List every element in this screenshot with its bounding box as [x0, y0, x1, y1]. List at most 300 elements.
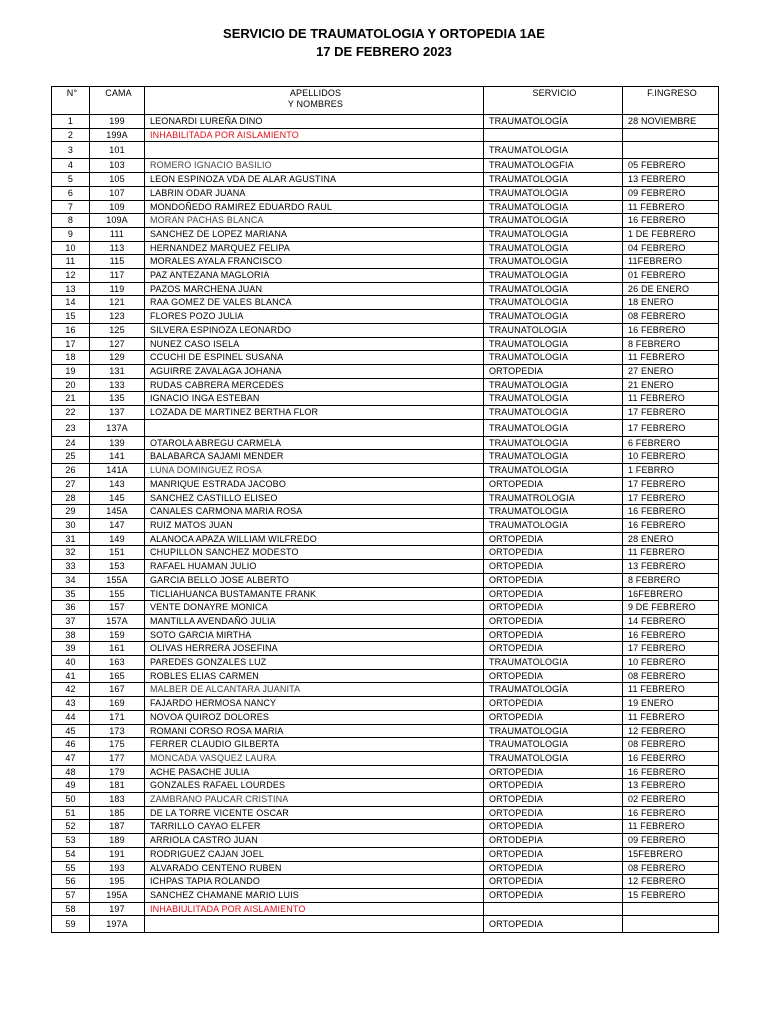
cell-name: LEON ESPINOZA VDA DE ALAR AGUSTINA [145, 173, 484, 187]
patient-table [51, 86, 719, 933]
cell-admission: 27 ENERO [623, 364, 719, 378]
cell-name: ALVARADO CENTENO RUBEN [145, 861, 484, 875]
cell-bed: 139 [90, 436, 145, 450]
cell-bed: 141 [90, 450, 145, 464]
cell-num: 35 [52, 587, 90, 601]
cell-name: OTAROLA ABREGU CARMELA [145, 436, 484, 450]
cell-bed: 125 [90, 323, 145, 337]
table-row [52, 128, 719, 142]
cell-name: ROMERO IGNACIO BASILIO [145, 159, 484, 173]
cell-service: TRAUMATOLOGIA [484, 518, 623, 532]
table-body [52, 115, 719, 933]
table-row [52, 436, 719, 450]
table-row [52, 464, 719, 478]
page-title: SERVICIO DE TRAUMATOLOGIA Y ORTOPEDIA 1AE [223, 26, 545, 41]
cell-admission: 02 FEBRERO [623, 793, 719, 807]
cell-name: BALABARCA SAJAMI MENDER [145, 450, 484, 464]
cell-service: TRAUMATOLOGIA [484, 255, 623, 269]
cell-bed: 147 [90, 518, 145, 532]
cell-admission: 16 FEBRERO [623, 518, 719, 532]
table-row [52, 337, 719, 351]
cell-bed: 167 [90, 683, 145, 697]
cell-admission: 28 ENERO [623, 532, 719, 546]
cell-admission: 11 FEBRERO [623, 710, 719, 724]
cell-bed: 199 [90, 115, 145, 129]
cell-service: TRAUMATOLOGIA [484, 296, 623, 310]
cell-admission: 17 FEBRERO [623, 406, 719, 420]
cell-service: TRAUMATOLOGIA [484, 738, 623, 752]
cell-num: 37 [52, 614, 90, 628]
cell-num: 16 [52, 323, 90, 337]
cell-num: 13 [52, 282, 90, 296]
cell-num: 32 [52, 546, 90, 560]
cell-service [484, 902, 623, 916]
cell-service: ORTOPEDIA [484, 669, 623, 683]
cell-num: 6 [52, 186, 90, 200]
cell-service: TRAUMATOLOGIA [484, 282, 623, 296]
table-row [52, 142, 719, 159]
table-row [52, 779, 719, 793]
cell-admission [623, 902, 719, 916]
table-row [52, 518, 719, 532]
cell-bed: 163 [90, 656, 145, 670]
cell-num: 28 [52, 491, 90, 505]
table-row [52, 477, 719, 491]
table-row [52, 669, 719, 683]
cell-bed: 187 [90, 820, 145, 834]
cell-num: 30 [52, 518, 90, 532]
cell-admission: 13 FEBRERO [623, 173, 719, 187]
cell-admission: 09 FEBRERO [623, 834, 719, 848]
cell-admission [623, 916, 719, 933]
cell-bed: 149 [90, 532, 145, 546]
cell-admission: 11 FEBRERO [623, 683, 719, 697]
cell-name: ALANOCA APAZA WILLIAM WILFREDO [145, 532, 484, 546]
cell-admission: 17 FEBRERO [623, 477, 719, 491]
cell-admission: 16 FEBRERO [623, 214, 719, 228]
cell-num: 43 [52, 697, 90, 711]
cell-name: FERRER CLAUDIO GILBERTA [145, 738, 484, 752]
cell-num: 10 [52, 241, 90, 255]
table-row [52, 450, 719, 464]
cell-name: ROBLES ELIAS CARMEN [145, 669, 484, 683]
cell-num: 55 [52, 861, 90, 875]
cell-bed: 155A [90, 573, 145, 587]
cell-admission: 10 FEBRERO [623, 656, 719, 670]
cell-service: ORTOPEDIA [484, 477, 623, 491]
cell-name: ARRIOLA CASTRO JUAN [145, 834, 484, 848]
column-header-admission: F.INGRESO [623, 87, 719, 115]
cell-bed: 119 [90, 282, 145, 296]
cell-num: 33 [52, 560, 90, 574]
cell-service: ORTOPEDIA [484, 601, 623, 615]
table-row [52, 323, 719, 337]
cell-service: ORTOPEDIA [484, 614, 623, 628]
cell-bed: 173 [90, 724, 145, 738]
cell-num: 47 [52, 751, 90, 765]
cell-name: VENTE DONAYRE MONICA [145, 601, 484, 615]
cell-bed: 121 [90, 296, 145, 310]
cell-admission: 16FEBRERO [623, 587, 719, 601]
cell-num: 4 [52, 159, 90, 173]
cell-num: 42 [52, 683, 90, 697]
cell-admission: 18 ENERO [623, 296, 719, 310]
cell-admission: 08 FEBRERO [623, 861, 719, 875]
table-row [52, 310, 719, 324]
cell-service: TRAUMATOLOGIA [484, 656, 623, 670]
cell-name: ACHE PASACHE JULIA [145, 765, 484, 779]
cell-admission: 09 FEBRERO [623, 186, 719, 200]
cell-bed: 197A [90, 916, 145, 933]
cell-num: 27 [52, 477, 90, 491]
column-header-service: SERVICIO [484, 87, 623, 115]
cell-name: MORAN PACHAS BLANCA [145, 214, 484, 228]
table-row [52, 751, 719, 765]
cell-name: NOVOA QUIROZ DOLORES [145, 710, 484, 724]
cell-num: 19 [52, 364, 90, 378]
table-row [52, 364, 719, 378]
cell-name: AGUIRRE ZAVALAGA JOHANA [145, 364, 484, 378]
cell-service: TRAUMATOLOGIA [484, 310, 623, 324]
cell-bed: 181 [90, 779, 145, 793]
cell-bed: 115 [90, 255, 145, 269]
table-row [52, 532, 719, 546]
cell-bed: 157 [90, 601, 145, 615]
table-row [52, 351, 719, 365]
cell-num: 5 [52, 173, 90, 187]
table-row [52, 173, 719, 187]
table-row [52, 159, 719, 173]
cell-bed: 159 [90, 628, 145, 642]
cell-admission: 12 FEBRERO [623, 724, 719, 738]
cell-service: TRAUMATOLOGIA [484, 505, 623, 519]
cell-name: INHABILITADA POR AISLAMIENTO [145, 128, 484, 142]
table-row [52, 587, 719, 601]
column-header-name-line1: APELLIDOS [289, 88, 342, 98]
cell-bed: 111 [90, 227, 145, 241]
table-row [52, 491, 719, 505]
cell-admission: 10 FEBRERO [623, 450, 719, 464]
cell-bed: 195A [90, 888, 145, 902]
cell-num: 58 [52, 902, 90, 916]
cell-name: RAA GOMEZ DE VALES BLANCA [145, 296, 484, 310]
table-row [52, 916, 719, 933]
cell-num: 54 [52, 847, 90, 861]
cell-name: SANCHEZ CHAMANE MARIO LUIS [145, 888, 484, 902]
cell-service: ORTOPEDIA [484, 793, 623, 807]
cell-num: 51 [52, 806, 90, 820]
cell-admission: 05 FEBRERO [623, 159, 719, 173]
cell-admission: 11 FEBRERO [623, 392, 719, 406]
cell-name: TICLIAHUANCA BUSTAMANTE FRANK [145, 587, 484, 601]
cell-bed: 117 [90, 269, 145, 283]
cell-bed: 135 [90, 392, 145, 406]
cell-name: PAZOS MARCHENA JUAN [145, 282, 484, 296]
cell-admission: 11 FEBRERO [623, 820, 719, 834]
column-header-bed: CAMA [90, 87, 145, 115]
cell-admission: 8 FEBRERO [623, 573, 719, 587]
cell-bed: 189 [90, 834, 145, 848]
cell-num: 57 [52, 888, 90, 902]
cell-service: ORTOPEDIA [484, 697, 623, 711]
cell-bed: 171 [90, 710, 145, 724]
cell-service: ORTOPEDIA [484, 546, 623, 560]
cell-admission: 14 FEBRERO [623, 614, 719, 628]
table-row [52, 683, 719, 697]
table-row [52, 392, 719, 406]
cell-name: LEONARDI LUREÑA DINO [145, 115, 484, 129]
table-row [52, 806, 719, 820]
cell-admission: 13 FEBRERO [623, 560, 719, 574]
cell-bed: 197 [90, 902, 145, 916]
cell-admission: 17 FEBRERO [623, 491, 719, 505]
table-row [52, 186, 719, 200]
cell-num: 53 [52, 834, 90, 848]
cell-service: TRAUMATOLOGIA [484, 241, 623, 255]
cell-service: TRAUMATOLOGIA [484, 200, 623, 214]
cell-name: MONDOÑEDO RAMIREZ EDUARDO RAUL [145, 200, 484, 214]
cell-service: TRAUMATOLOGIA [484, 214, 623, 228]
cell-service: ORTOPEDIA [484, 847, 623, 861]
cell-admission: 04 FEBRERO [623, 241, 719, 255]
cell-admission: 16 FEBRERO [623, 323, 719, 337]
cell-service: ORTOPEDIA [484, 820, 623, 834]
table-row [52, 378, 719, 392]
cell-num: 8 [52, 214, 90, 228]
cell-name: DE LA TORRE VICENTE OSCAR [145, 806, 484, 820]
cell-service: TRAUMATOLOGIA [484, 378, 623, 392]
cell-bed: 165 [90, 669, 145, 683]
cell-name: LABRIN ODAR JUANA [145, 186, 484, 200]
cell-service: ORTODEPIA [484, 834, 623, 848]
cell-name: RUDAS CABRERA MERCEDES [145, 378, 484, 392]
cell-admission: 11FEBRERO [623, 255, 719, 269]
cell-bed: 199A [90, 128, 145, 142]
cell-bed: 183 [90, 793, 145, 807]
cell-admission: 08 FEBRERO [623, 310, 719, 324]
cell-name [145, 142, 484, 159]
cell-num: 52 [52, 820, 90, 834]
cell-name [145, 916, 484, 933]
cell-admission: 16 FEBERRO [623, 751, 719, 765]
cell-bed: 107 [90, 186, 145, 200]
cell-num: 14 [52, 296, 90, 310]
cell-num: 41 [52, 669, 90, 683]
cell-admission: 1 FEBRRO [623, 464, 719, 478]
cell-num: 46 [52, 738, 90, 752]
cell-admission: 12 FEBRERO [623, 875, 719, 889]
table-row [52, 820, 719, 834]
column-header-name-line2: Y NOMBRES [287, 99, 344, 109]
cell-bed: 161 [90, 642, 145, 656]
cell-name: TARRILLO CAYAO ELFER [145, 820, 484, 834]
cell-admission: 16 FEBRERO [623, 505, 719, 519]
cell-bed: 157A [90, 614, 145, 628]
cell-admission [623, 142, 719, 159]
cell-bed: 103 [90, 159, 145, 173]
table-row [52, 255, 719, 269]
cell-num: 44 [52, 710, 90, 724]
cell-admission: 13 FEBRERO [623, 779, 719, 793]
cell-admission: 11 FEBRERO [623, 351, 719, 365]
cell-num: 7 [52, 200, 90, 214]
table-row [52, 296, 719, 310]
table-row [52, 573, 719, 587]
cell-service: TRAUMATOLOGIA [484, 406, 623, 420]
cell-name [145, 419, 484, 436]
cell-admission: 17 FEBRERO [623, 642, 719, 656]
cell-service [484, 128, 623, 142]
cell-name: MANTILLA AVENDAÑO JULIA [145, 614, 484, 628]
cell-num: 20 [52, 378, 90, 392]
cell-num: 45 [52, 724, 90, 738]
table-row [52, 546, 719, 560]
cell-name: SANCHEZ DE LOPEZ MARIANA [145, 227, 484, 241]
cell-service: TRAUMATOLOGIA [484, 464, 623, 478]
cell-bed: 131 [90, 364, 145, 378]
cell-service: TRAUMATOLOGIA [484, 142, 623, 159]
cell-admission: 16 FEBRERO [623, 628, 719, 642]
cell-bed: 137A [90, 419, 145, 436]
cell-name: INHABIULITADA POR AISLAMIENTO [145, 902, 484, 916]
cell-name: MONCADA VASQUEZ LAURA [145, 751, 484, 765]
cell-name: MALBER DE ALCANTARA JUANITA [145, 683, 484, 697]
cell-service: ORTOPEDIA [484, 875, 623, 889]
table-row [52, 888, 719, 902]
cell-bed: 145A [90, 505, 145, 519]
cell-num: 40 [52, 656, 90, 670]
cell-bed: 191 [90, 847, 145, 861]
cell-num: 36 [52, 601, 90, 615]
cell-admission [623, 128, 719, 142]
cell-admission: 9 DE FEBRERO [623, 601, 719, 615]
cell-num: 2 [52, 128, 90, 142]
cell-name: GONZALES RAFAEL LOURDES [145, 779, 484, 793]
cell-name: SOTO GARCIA MIRTHA [145, 628, 484, 642]
table-row [52, 601, 719, 615]
cell-admission: 17 FEBRERO [623, 419, 719, 436]
cell-bed: 113 [90, 241, 145, 255]
table-row [52, 697, 719, 711]
cell-num: 56 [52, 875, 90, 889]
cell-service: TRAUMATOLOGÍA [484, 115, 623, 129]
cell-service: TRAUMATOLOGIA [484, 186, 623, 200]
cell-name: ICHPAS TAPIA ROLANDO [145, 875, 484, 889]
cell-num: 31 [52, 532, 90, 546]
cell-num: 21 [52, 392, 90, 406]
cell-num: 49 [52, 779, 90, 793]
cell-service: TRAUMATOLOGIA [484, 392, 623, 406]
table-row [52, 656, 719, 670]
cell-service: TRAUNATOLOGIA [484, 323, 623, 337]
cell-service: TRAUMATOLOGÍA [484, 683, 623, 697]
table-row [52, 406, 719, 420]
cell-num: 39 [52, 642, 90, 656]
cell-service: TRAUMATOLOGIA [484, 436, 623, 450]
cell-bed: 193 [90, 861, 145, 875]
table-row [52, 200, 719, 214]
cell-name: MANRIQUE ESTRADA JACOBO [145, 477, 484, 491]
cell-service: ORTOPEDIA [484, 916, 623, 933]
cell-service: ORTOPEDIA [484, 861, 623, 875]
cell-service: ORTOPEDIA [484, 560, 623, 574]
cell-bed: 155 [90, 587, 145, 601]
cell-admission: 16 FEBRERO [623, 806, 719, 820]
cell-name: ZAMBRANO PAUCAR CRISTINA [145, 793, 484, 807]
cell-service: TRAUMATOLOGIA [484, 173, 623, 187]
cell-name: PAREDES GONZALES LUZ [145, 656, 484, 670]
cell-name: MORALES AYALA FRANCISCO [145, 255, 484, 269]
cell-num: 34 [52, 573, 90, 587]
cell-service: ORTOPEDIA [484, 806, 623, 820]
cell-num: 15 [52, 310, 90, 324]
cell-bed: 185 [90, 806, 145, 820]
cell-bed: 169 [90, 697, 145, 711]
cell-service: ORTOPEDIA [484, 642, 623, 656]
cell-bed: 145 [90, 491, 145, 505]
cell-name: LUNA DOMINGUEZ ROSA [145, 464, 484, 478]
table-row [52, 875, 719, 889]
cell-admission: 08 FEBRERO [623, 738, 719, 752]
cell-name: FLORES POZO JULIA [145, 310, 484, 324]
cell-name: RUIZ MATOS JUAN [145, 518, 484, 532]
cell-bed: 133 [90, 378, 145, 392]
cell-name: CCUCHI DE ESPINEL SUSANA [145, 351, 484, 365]
cell-admission: 28 NOVIEMBRE [623, 115, 719, 129]
table-row [52, 847, 719, 861]
cell-name: FAJARDO HERMOSA NANCY [145, 697, 484, 711]
cell-bed: 129 [90, 351, 145, 365]
table-row [52, 793, 719, 807]
cell-admission: 15 FEBRERO [623, 888, 719, 902]
cell-admission: 11 FEBRERO [623, 200, 719, 214]
cell-bed: 123 [90, 310, 145, 324]
cell-name: HERNANDEZ MARQUEZ FELIPA [145, 241, 484, 255]
cell-bed: 127 [90, 337, 145, 351]
cell-name: GARCIA BELLO JOSE ALBERTO [145, 573, 484, 587]
cell-bed: 153 [90, 560, 145, 574]
table-row [52, 642, 719, 656]
cell-bed: 195 [90, 875, 145, 889]
cell-name: NUNEZ CASO ISELA [145, 337, 484, 351]
cell-num: 25 [52, 450, 90, 464]
table-row [52, 861, 719, 875]
cell-num: 1 [52, 115, 90, 129]
table-row [52, 282, 719, 296]
cell-service: ORTOPEDIA [484, 532, 623, 546]
cell-num: 24 [52, 436, 90, 450]
table-row [52, 710, 719, 724]
cell-service: TRAUMATOLOGFIA [484, 159, 623, 173]
cell-num: 59 [52, 916, 90, 933]
cell-admission: 6 FEBRERO [623, 436, 719, 450]
cell-admission: 11 FEBRERO [623, 546, 719, 560]
cell-admission: 26 DE ENERO [623, 282, 719, 296]
cell-bed: 179 [90, 765, 145, 779]
cell-name: IGNACIO INGA ESTEBAN [145, 392, 484, 406]
table-row [52, 902, 719, 916]
cell-admission: 8 FEBRERO [623, 337, 719, 351]
cell-num: 22 [52, 406, 90, 420]
cell-bed: 137 [90, 406, 145, 420]
cell-service: ORTOPEDIA [484, 779, 623, 793]
table-row [52, 269, 719, 283]
cell-service: TRAUMATOLOGIA [484, 450, 623, 464]
cell-admission: 21 ENERO [623, 378, 719, 392]
cell-bed: 109 [90, 200, 145, 214]
table-row [52, 628, 719, 642]
cell-bed: 151 [90, 546, 145, 560]
